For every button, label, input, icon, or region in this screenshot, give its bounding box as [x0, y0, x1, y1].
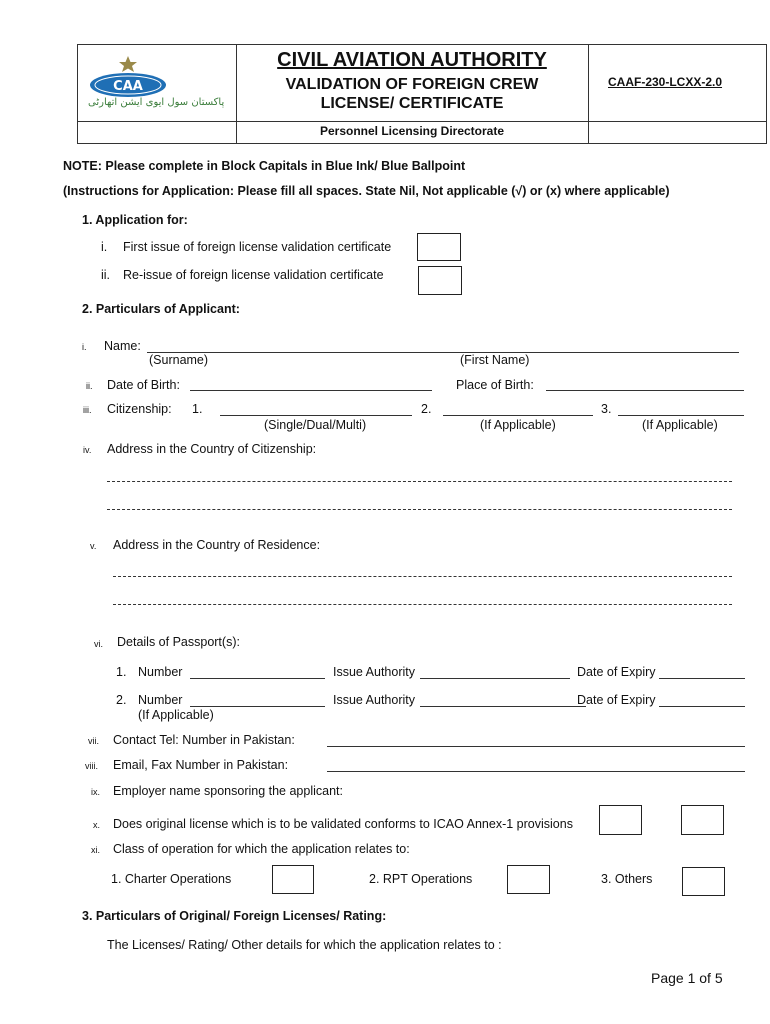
email-field[interactable] — [327, 771, 745, 772]
passport-2-number-field[interactable] — [190, 706, 325, 707]
op-charter-checkbox[interactable] — [272, 865, 314, 894]
citizenship-1-field[interactable] — [220, 415, 412, 416]
citizenship-1-num: 1. — [192, 402, 203, 416]
citizenship-3-field[interactable] — [618, 415, 744, 416]
section-1-title: 1. Application for: — [82, 213, 188, 227]
star-icon — [119, 56, 137, 72]
citizenship-hint-2: (If Applicable) — [480, 418, 556, 432]
passport-2-issue-field[interactable] — [420, 706, 586, 707]
passport-label: Details of Passport(s): — [117, 635, 240, 649]
first-issue-checkbox[interactable] — [417, 233, 461, 261]
op-rpt-label: 2. RPT Operations — [369, 872, 473, 886]
citizenship-3-num: 3. — [601, 402, 612, 416]
icao-no-checkbox[interactable] — [681, 805, 724, 835]
email-label: Email, Fax Number in Pakistan: — [113, 758, 289, 772]
passport-2-issue-label: Issue Authority — [333, 693, 415, 707]
first-name-hint: (First Name) — [460, 353, 530, 367]
pob-field[interactable] — [546, 390, 744, 391]
icao-label: Does original license which is to be validated conforms to ICAO Annex-1 provisions — [113, 817, 573, 831]
passport-1-number-field[interactable] — [190, 678, 325, 679]
logo-urdu-text: پاکستان سول ایوی ایشن اتھارٹی — [88, 97, 225, 108]
passport-1-issue-label: Issue Authority — [333, 665, 415, 679]
passport-2-expiry-label: Date of Expiry — [577, 693, 656, 707]
addr-citizenship-line-2[interactable] — [107, 509, 732, 510]
op-others-checkbox[interactable] — [682, 867, 725, 896]
citizenship-hint-1: (Single/Dual/Multi) — [264, 418, 367, 432]
employer-num: ix. — [91, 787, 100, 797]
dob-label: Date of Birth: — [107, 378, 180, 392]
tel-label: Contact Tel: Number in Pakistan: — [113, 733, 295, 747]
s1-i-label: First issue of foreign license validation certificate — [123, 240, 392, 254]
addr-citizenship-line-1[interactable] — [107, 481, 732, 482]
passport-2-num: 2. — [116, 693, 127, 707]
icao-num: x. — [93, 820, 101, 830]
addr-residence-line-1[interactable] — [113, 576, 732, 577]
surname-hint: (Surname) — [149, 353, 209, 367]
name-label: Name: — [104, 339, 141, 353]
class-label: Class of operation for which the application relates to: — [113, 842, 410, 856]
op-rpt-checkbox[interactable] — [507, 865, 550, 894]
citizenship-num: iii. — [83, 405, 92, 415]
op-others-label: 3. Others — [601, 872, 653, 886]
passport-1-issue-field[interactable] — [420, 678, 570, 679]
addr-residence-line-2[interactable] — [113, 604, 732, 605]
instructions: (Instructions for Application: Please fill all spaces. State Nil, Not applicable (√) or (x) where applicable) — [63, 184, 670, 198]
header-subtitle-1: VALIDATION OF FOREIGN CREW — [285, 76, 539, 93]
section-2-title: 2. Particulars of Applicant: — [82, 302, 240, 316]
passport-num: vi. — [94, 639, 103, 649]
employer-label: Employer name sponsoring the applicant: — [113, 784, 343, 798]
passport-2-expiry-field[interactable] — [659, 706, 745, 707]
addr-residence-label: Address in the Country of Residence: — [113, 538, 321, 552]
passport-1-expiry-field[interactable] — [659, 678, 745, 679]
header-title: CIVIL AVIATION AUTHORITY — [277, 49, 547, 71]
email-num: viii. — [85, 761, 98, 771]
form-code: CAAF-230-LCXX-2.0 — [608, 75, 723, 89]
citizenship-label: Citizenship: — [107, 402, 172, 416]
reissue-checkbox[interactable] — [418, 266, 462, 295]
section-3-desc: The Licenses/ Rating/ Other details for which the application relates to : — [107, 938, 502, 952]
directorate: Personnel Licensing Directorate — [319, 124, 505, 138]
class-num: xi. — [91, 845, 100, 855]
dob-num: ii. — [86, 381, 93, 391]
s1-ii-label: Re-issue of foreign license validation certificate — [123, 268, 384, 282]
note: NOTE: Please complete in Block Capitals in Blue Ink/ Blue Ballpoint — [63, 159, 466, 173]
s1-i-num: i. — [101, 240, 108, 254]
addr-citizenship-num: iv. — [83, 445, 92, 455]
passport-1-label: Number — [138, 665, 183, 679]
addr-citizenship-label: Address in the Country of Citizenship: — [107, 442, 317, 456]
header-subtitle-2: LICENSE/ CERTIFICATE — [320, 95, 504, 112]
passport-1-expiry-label: Date of Expiry — [577, 665, 656, 679]
tel-num: vii. — [88, 736, 99, 746]
op-charter-label: 1. Charter Operations — [111, 872, 232, 886]
page-number: Page 1 of 5 — [651, 970, 723, 986]
tel-field[interactable] — [327, 746, 745, 747]
passport-1-num: 1. — [116, 665, 127, 679]
addr-residence-num: v. — [90, 541, 97, 551]
dob-field[interactable] — [190, 390, 432, 391]
citizenship-hint-3: (If Applicable) — [642, 418, 718, 432]
citizenship-2-num: 2. — [421, 402, 432, 416]
icao-yes-checkbox[interactable] — [599, 805, 642, 835]
name-num: i. — [82, 342, 87, 352]
name-field[interactable] — [147, 352, 739, 353]
passport-2-label: Number — [138, 693, 183, 707]
logo-text: CAA — [113, 79, 143, 94]
section-3-title: 3. Particulars of Original/ Foreign Licenses/ Rating: — [82, 909, 387, 923]
s1-ii-num: ii. — [101, 268, 111, 282]
citizenship-2-field[interactable] — [443, 415, 593, 416]
passport-2-hint: (If Applicable) — [138, 708, 214, 722]
pob-label: Place of Birth: — [456, 378, 534, 392]
